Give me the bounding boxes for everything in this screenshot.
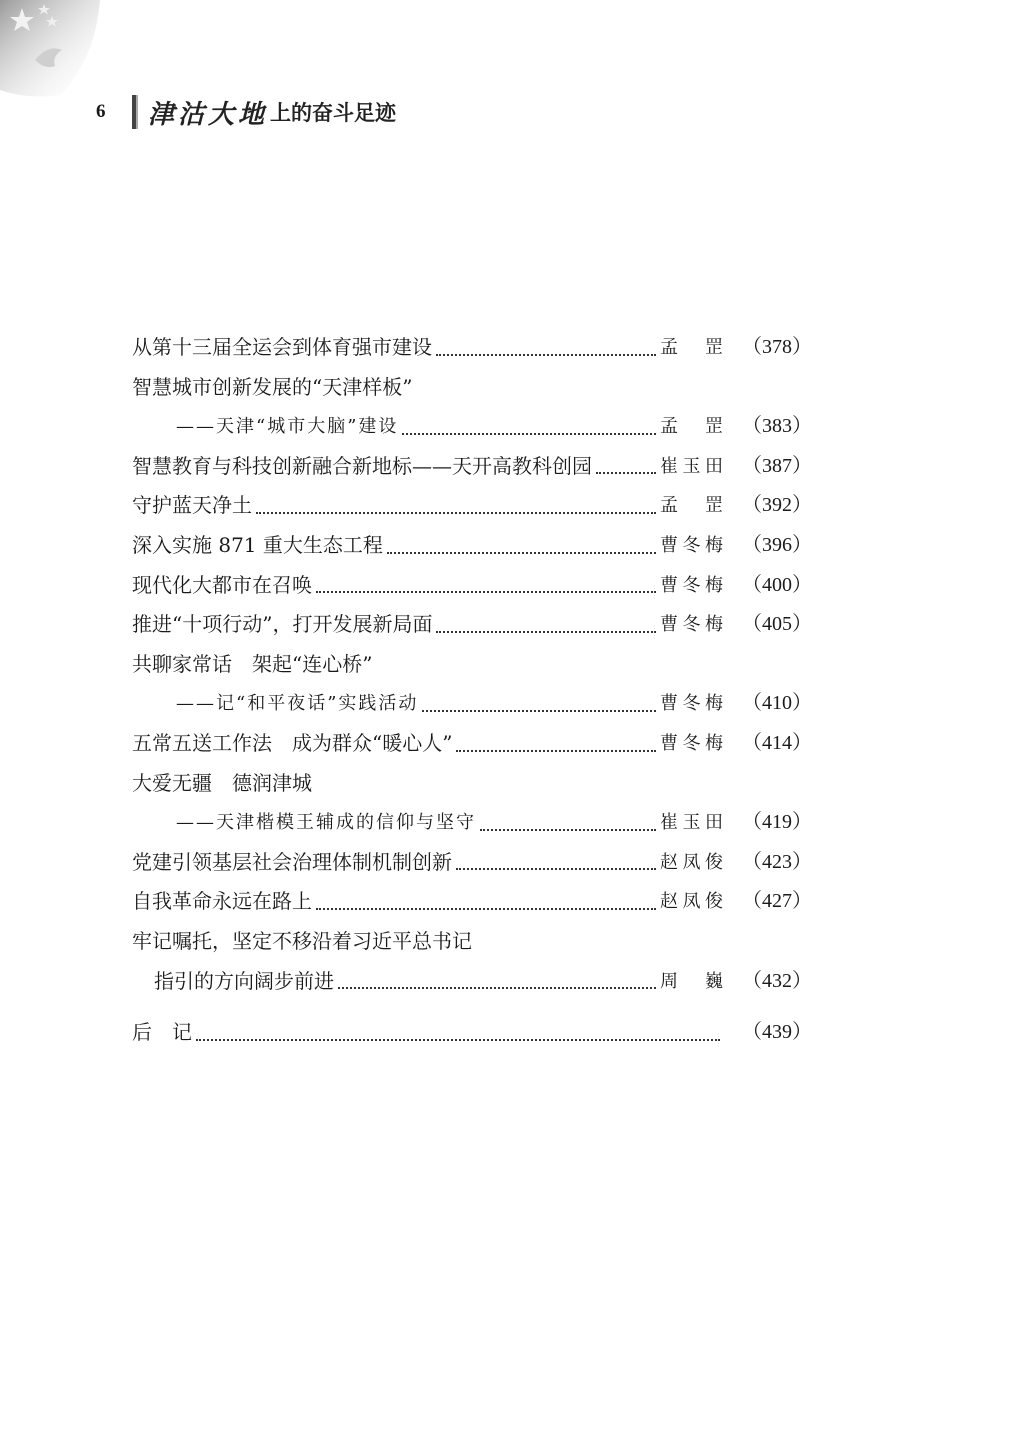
- book-title-calligraphy: 津沽大地: [148, 99, 269, 130]
- dot-leader: [196, 1039, 720, 1041]
- table-of-contents: [132, 328, 812, 1053]
- toc-entry[interactable]: [132, 328, 812, 368]
- toc-entry-author: 曹冬梅: [660, 732, 724, 754]
- dot-leader: [402, 433, 656, 435]
- toc-entry[interactable]: [132, 803, 812, 843]
- toc-entry[interactable]: [132, 882, 812, 922]
- toc-entry-title: 推进“十项行动”，打开发展新局面: [132, 612, 433, 637]
- toc-entry[interactable]: [132, 1013, 812, 1053]
- dot-leader: [456, 750, 656, 752]
- toc-entry-title: ——记“和平夜话”实践活动: [176, 693, 419, 715]
- dot-leader: [436, 631, 656, 633]
- toc-entry-title: 自我革命永远在路上: [132, 889, 312, 914]
- book-title-rest: 上的奋斗足迹: [270, 101, 397, 125]
- toc-entry-page: （383）: [742, 415, 812, 438]
- toc-entry[interactable]: [132, 407, 812, 447]
- toc-entry-page: （405）: [742, 613, 812, 636]
- toc-entry-author: 周 巍: [660, 970, 724, 992]
- header-divider: [132, 95, 136, 129]
- toc-entry[interactable]: [132, 526, 812, 566]
- dot-leader: [596, 472, 656, 474]
- toc-entry-title: 共聊家常话 架起“连心桥”: [132, 651, 373, 676]
- party-emblem-decoration: [0, 0, 110, 100]
- toc-entry-page: （400）: [742, 573, 812, 596]
- toc-entry[interactable]: [132, 843, 812, 883]
- toc-entry-author: 崔玉田: [660, 812, 724, 834]
- toc-entry-page: （387）: [742, 454, 812, 477]
- toc-heading: [132, 645, 812, 685]
- page-number: 6: [96, 101, 106, 122]
- toc-entry-page: （378）: [742, 336, 812, 358]
- toc-entry-page: （432）: [742, 969, 812, 992]
- toc-heading: [132, 764, 812, 804]
- toc-entry-author: 孟 罡: [660, 495, 724, 517]
- toc-entry[interactable]: [132, 447, 812, 487]
- dot-leader: [456, 868, 656, 870]
- toc-entry-title: 智慧教育与科技创新融合新地标——天开高教科创园: [132, 453, 592, 478]
- toc-entry-author: 曹冬梅: [660, 534, 724, 556]
- toc-entry-page: （414）: [742, 731, 812, 754]
- toc-entry-title: 深入实施 871 重大生态工程: [132, 532, 383, 557]
- toc-entry[interactable]: [132, 605, 812, 645]
- toc-entry-title: 从第十三届全运会到体育强市建设: [132, 335, 432, 359]
- dot-leader: [422, 710, 656, 712]
- toc-entry-title: 指引的方向阔步前进: [154, 968, 334, 993]
- toc-entry-author: 曹冬梅: [660, 614, 724, 636]
- toc-entry-author: 曹冬梅: [660, 574, 724, 596]
- dot-leader: [316, 908, 656, 910]
- page-header: [96, 92, 396, 132]
- toc-entry-title: 守护蓝天净土: [132, 493, 252, 518]
- dot-leader: [480, 829, 656, 831]
- toc-entry-title: 大爱无疆 德润津城: [132, 770, 312, 795]
- toc-entry-author: 孟 罡: [660, 416, 724, 438]
- toc-entry-author: 崔玉田: [660, 455, 724, 477]
- toc-entry-author: 赵凤俊: [660, 851, 724, 873]
- toc-entry[interactable]: [132, 962, 812, 1002]
- toc-entry[interactable]: [132, 684, 812, 724]
- toc-entry-title: 五常五送工作法 成为群众“暖心人”: [132, 730, 453, 755]
- toc-entry-title: ——天津楷模王辅成的信仰与坚守: [176, 812, 476, 834]
- dot-leader: [436, 354, 656, 356]
- toc-entry-page: （419）: [742, 811, 812, 834]
- toc-heading: [132, 922, 812, 962]
- toc-entry[interactable]: [132, 566, 812, 606]
- toc-entry-page: （410）: [742, 692, 812, 715]
- dot-leader: [338, 987, 656, 989]
- toc-heading: [132, 368, 812, 408]
- toc-entry[interactable]: [132, 486, 812, 526]
- toc-entry-page: （392）: [742, 494, 812, 517]
- toc-entry-title: 牢记嘱托，坚定不移沿着习近平总书记: [132, 928, 472, 953]
- dot-leader: [316, 591, 656, 593]
- toc-entry-author: 孟 罡: [660, 337, 724, 358]
- toc-entry-author: 赵凤俊: [660, 891, 724, 913]
- toc-entry-title: ——天津“城市大脑”建设: [176, 416, 399, 438]
- toc-entry[interactable]: [132, 724, 812, 764]
- toc-entry-page: （427）: [742, 890, 812, 913]
- toc-entry-page: （423）: [742, 850, 812, 873]
- dot-leader: [387, 552, 656, 554]
- toc-entry-author: 曹冬梅: [660, 693, 724, 715]
- toc-entry-title: 党建引领基层社会治理体制机制创新: [132, 849, 452, 874]
- toc-entry-title: 智慧城市创新发展的“天津样板”: [132, 374, 413, 399]
- toc-entry-page: （439）: [742, 1021, 812, 1044]
- toc-entry-title: 后 记: [132, 1020, 192, 1045]
- toc-entry-title: 现代化大都市在召唤: [132, 572, 312, 597]
- toc-entry-page: （396）: [742, 533, 812, 556]
- dot-leader: [256, 512, 656, 514]
